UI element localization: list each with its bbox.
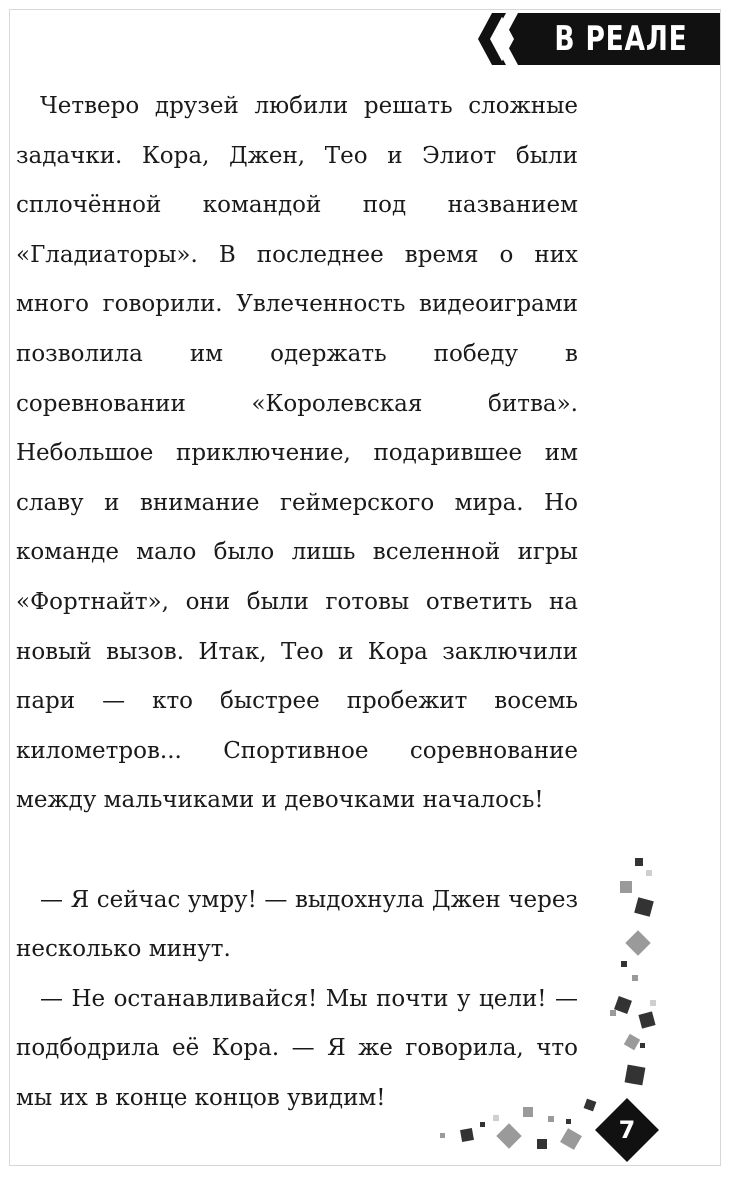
paragraph: Четверо друзей любили решать сложные задачки. Кора, Джен, Тео и Элиот были сплочённой командой под названием «Гладиаторы». В последнее время о них много говорили. Увлеченность видеоиграми позволила им одержать победу в соревновании «Королевская битва». Небольшое приключение, подарившее им славу и внимание геймерского мира. Но команде мало было лишь вселенной игры «Фортнайт», они были готовы ответить на новый вызов. Итак, Тео и Кора заключили пари — кто быстрее пробежит восемь километров... Спортивное соревнование между мальчиками и девочками началось! (16, 93, 578, 814)
chapter-title: В РЕАЛЕ (554, 19, 688, 59)
paragraph: — Не останавливайся! Мы почти у цели! — подбодрила её Кора. — Я же говорила, что мы их в конце концов увидим! (16, 985, 578, 1111)
page-number: 7 (618, 1116, 636, 1144)
paragraph: — Я сейчас умру! — выдохнула Джен через несколько минут. (16, 886, 578, 963)
page-number-badge (595, 1098, 659, 1162)
